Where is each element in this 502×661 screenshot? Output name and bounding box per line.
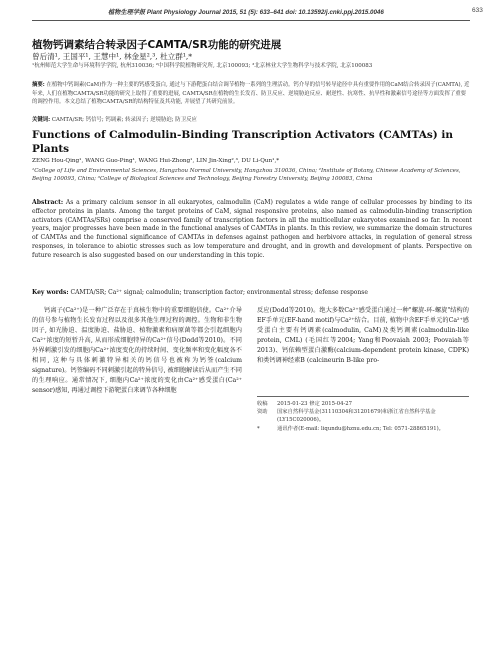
english-keywords-text: CAMTA/SR; Ca²⁺ signal; calmodulin; transcription factor; environmental stress; defense response bbox=[68, 289, 368, 296]
body-paragraph: 钙离子(Ca²⁺)是一种广泛存在于真核生物中的重要细胞信使。Ca²⁺介导的信号参与植物生长发育过程以及很多其他生理过程的调控。生物和非生物因子, 如光胁迫、温度胁迫、盐胁迫、植物激素和病原菌等都会引起细胞内Ca²⁺浓度的短暂升高, 从而形成细胞特异的Ca²⁺信号(Dodd等2010)。不同外界刺激引发的细胞内Ca²⁺浓度变化的持续时间、变化频率和变化幅度各不相同, 这种与具体刺激特异相关的钙信号也被称为钙签(calcium signature)。钙签编码不同刺激引起的特异信号, 被细胞解读后从而产生不同的生理响应。通常情况下, 细胞内Ca²⁺浓度的变化由Ca²⁺感受蛋白(Ca²⁺ sensor)感知, 再通过调控下游靶蛋白来调节各种细胞 bbox=[32, 307, 242, 394]
footnote-received bbox=[257, 400, 469, 408]
english-title: Functions of Calmodulin-Binding Transcription Activators (CAMTAs) in Plants bbox=[32, 129, 454, 155]
chinese-keywords-text: CAMTA/SR; 钙信号; 钙调素; 转录因子; 逆境胁迫; 防卫反应 bbox=[50, 117, 197, 123]
funding-text: 国家自然科学基金(31110304和31201679)和浙江省自然科学基金(LY15C020006)。 bbox=[277, 409, 436, 424]
english-abstract-text: As a primary calcium sensor in all eukaryotes, calmodulin (CaM) regulates a wide range of cellular processes by binding to its effector proteins in plants. Among the target proteins of CaM, signal responsive proteins, also named as calmodulin-binding transcription activators (CAMTAs/SRs) comprise a conserved family of transcription factors in all the multicellular eukaryotes examined so far. In recent years, major progresses have been made in the functional analyses of CAMTAs in plants. In this review, we summarize the domain structures of CAMTAs and the functional significance of CAMTAs in defenses against pathogen and herbivore attacks, in regulation of general stress responses, in tolerance to abiotic stresses such as low temperature and drought, and in growth and development of plants. Perspective on future research is also suggested based on our understanding in this topic. bbox=[32, 199, 472, 259]
body-paragraph: 反应(Dodd等2010)。绝大多数Ca²⁺感受蛋白通过一种"螺旋-环-螺旋"结构的EF手单元(EF-hand motif)与Ca²⁺结合。目前, 植物中含EF手单元的Ca²⁺感受蛋白主要有钙调素(calmodulin, CaM)及类钙调素(calmodulin-like protein, CML) (毛国红等2004; Yang和Poovaiah 2003; Poovaiah等2013)、钙依赖型蛋白激酶(calcium-dependent protein kinase, CDPK)和类钙调神经素B (calcineurin B-like pro- bbox=[257, 307, 469, 364]
footnote-corresponding bbox=[257, 425, 469, 433]
received-label: 收稿 bbox=[257, 401, 268, 407]
funding-label: 资助 bbox=[257, 409, 268, 416]
english-abstract-label: Abstract: bbox=[32, 199, 64, 206]
chinese-abstract-label: 摘要: bbox=[32, 82, 45, 88]
chinese-abstract-text: 在植物中钙调素(CaM)作为一种主要的钙感受蛋白, 通过与下游靶蛋白结合调节植物一系列的生理活动。钙介导的信号转导途径中具有重要作用的CaM结合转录因子(CAMTA), 近年来, 人们在植物CAMTA/SR功能的研究上取得了重要的进展, CAMTA/SR在植物的生长发育、防卫反应、逆境胁迫反应、耐逆性、抗寒性、抗旱性和激素信号途径等方面发挥了重要的调控作用。本文总结了植物CAMTA/SR的结构特征及其功能, 并展望了其研究前景。 bbox=[32, 82, 470, 106]
english-keywords bbox=[32, 289, 472, 296]
chinese-keywords-label: 关键词: bbox=[32, 117, 51, 123]
chinese-authors: 曾后清¹, 王国平¹, 王慧中¹, 林金星²,³, 杜立群¹,* bbox=[32, 52, 193, 61]
body-column-right bbox=[257, 306, 469, 366]
english-affiliations: ¹College of Life and Environmental Sciences, Hangzhou Normal University, Hangzhou 310036, China; ²Institute of Botany, Chinese Academy of Sciences, Beijing 100093, China; ³College of Biological Sciences and Technology, Beijing Forestry University, Beijing 100083, China bbox=[32, 168, 461, 183]
header-rule bbox=[32, 20, 470, 21]
journal-header-text: 植物生理学报 Plant Physiology Journal 2015, 51 (5): 633–641 doi: 10.13592/j.cnki.ppj.2015.0046 bbox=[108, 9, 384, 16]
page-number: 633 bbox=[472, 7, 483, 14]
footnote bbox=[257, 400, 469, 433]
english-abstract bbox=[32, 199, 472, 260]
chinese-keywords bbox=[32, 115, 470, 123]
body-column-left bbox=[32, 306, 242, 396]
chinese-affiliations: ¹杭州师范大学生命与环境科学学院, 杭州310036; ²中国科学院植物研究所, 北京100093; ³北京林业大学生物科学与技术学院, 北京100083 bbox=[32, 63, 373, 69]
received-dates: 2015-01-23 修定 2015-04-27 bbox=[277, 401, 353, 407]
chinese-abstract bbox=[32, 81, 470, 107]
english-authors: ZENG Hou-Qing¹, WANG Guo-Ping¹, WANG Hui-Zhong¹, LIN Jin-Xing²,³, DU Li-Qun¹,* bbox=[32, 158, 280, 164]
corresponding-mark: * bbox=[257, 425, 260, 432]
corresponding-text: 通讯作者(E-mail: liqundu@hznu.edu.cn; Tel: 0571-28865191)。 bbox=[277, 425, 444, 432]
english-keywords-label: Key words: bbox=[32, 289, 69, 296]
chinese-title: 植物钙调素结合转录因子CAMTA/SR功能的研究进展 bbox=[32, 39, 282, 51]
footnote-rule bbox=[257, 396, 469, 397]
journal-header bbox=[0, 0, 502, 22]
footnote-funding bbox=[257, 408, 469, 424]
